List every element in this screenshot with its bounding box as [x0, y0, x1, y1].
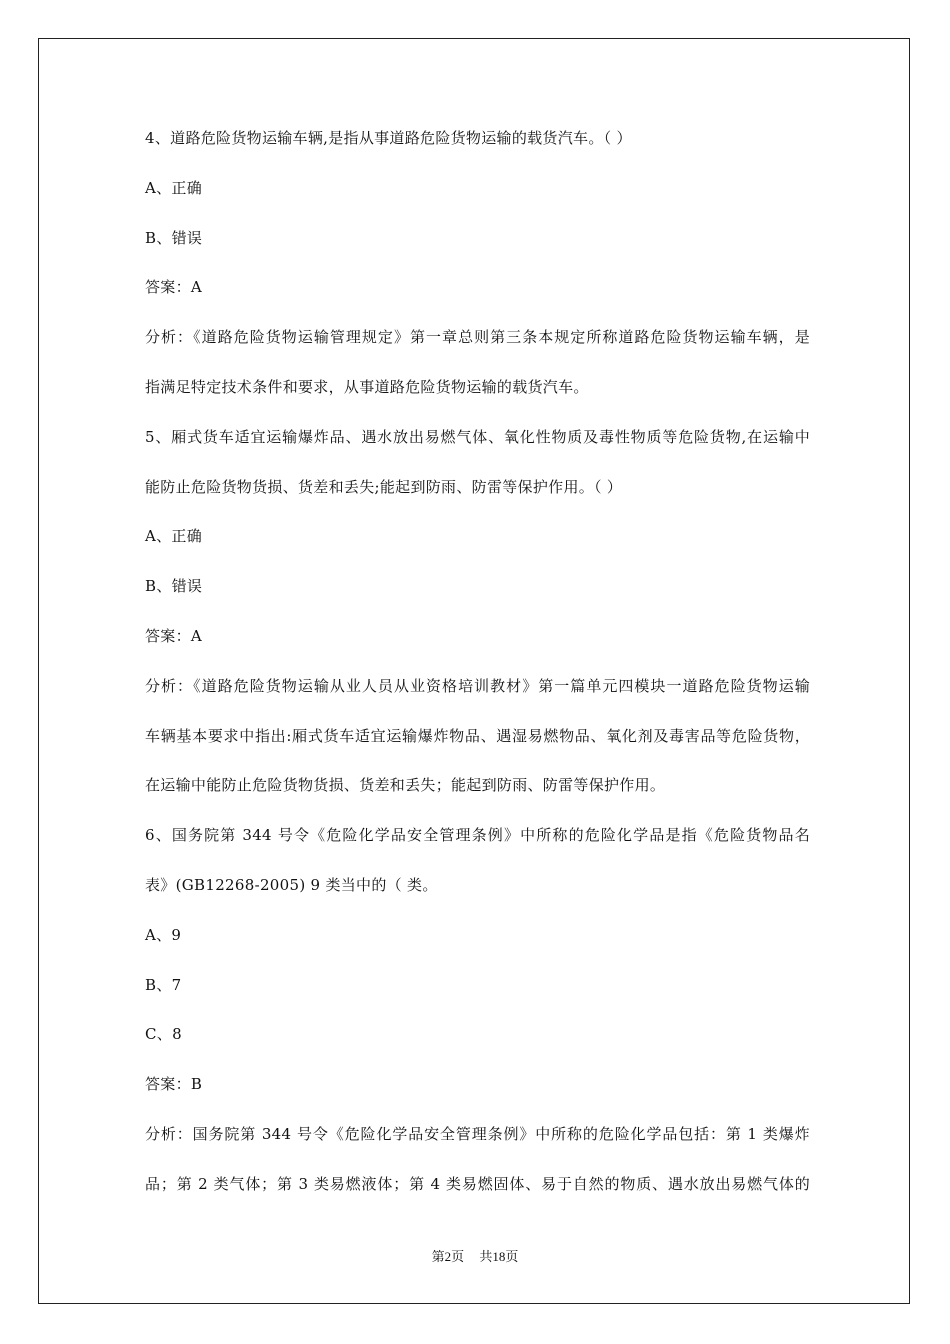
question-4-option-a: A、正确: [145, 178, 203, 197]
question-5-analysis-line-3: 在运输中能防止危险货物货损、货差和丢失；能起到防雨、防雷等保护作用。: [145, 776, 666, 795]
question-6-stem-line-1: 6、国务院第 344 号令《危险化学品安全管理条例》中所称的危险化学品是指《危险货物品名: [145, 826, 810, 845]
question-6-analysis-line-1: 分析：国务院第 344 号令《危险化学品安全管理条例》中所称的危险化学品包括：第 1 类爆炸: [145, 1124, 810, 1143]
question-6-analysis-line-2: 品；第 2 类气体；第 3 类易燃液体；第 4 类易燃固体、易于自然的物质、遇水放出易燃气体的: [145, 1174, 810, 1193]
question-4-analysis-line-1: 分析：《道路危险货物运输管理规定》第一章总则第三条本规定所称道路危险货物运输车辆，是: [145, 328, 810, 347]
question-5-analysis-line-2: 车辆基本要求中指出:厢式货车适宜运输爆炸物品、遇湿易燃物品、氧化剂及毒害品等危险货物，: [145, 726, 810, 745]
question-6-answer: 答案：B: [145, 1075, 203, 1094]
question-4-analysis-line-2: 指满足特定技术条件和要求，从事道路危险货物运输的载货汽车。: [145, 377, 589, 396]
question-5-option-a: A、正确: [145, 527, 203, 546]
question-6-option-a: A、9: [145, 925, 182, 944]
question-5-stem-line-2: 能防止危险货物货损、货差和丢失;能起到防雨、防雷等保护作用。（ ）: [145, 477, 623, 496]
question-6-option-b: B、7: [145, 975, 182, 994]
question-5-option-b: B、错误: [145, 577, 203, 596]
page-footer: [0, 1246, 950, 1265]
question-4-answer: 答案：A: [145, 278, 203, 297]
page-total: 共18页: [479, 1249, 519, 1264]
question-5-answer: 答案：A: [145, 626, 203, 645]
question-4-option-b: B、错误: [145, 228, 203, 247]
document-body: [145, 126, 810, 1222]
question-6-stem-line-2: 表》(GB12268-2005) 9 类当中的（ 类。: [145, 875, 438, 894]
question-5-stem-line-1: 5、厢式货车适宜运输爆炸品、遇水放出易燃气体、氧化性物质及毒性物质等危险货物,在运输中: [145, 427, 810, 446]
question-4-stem: 4、道路危险货物运输车辆,是指从事道路危险货物运输的载货汽车。（ ）: [145, 129, 632, 147]
page-number: 第2页: [431, 1249, 465, 1264]
question-5-analysis-line-1: 分析：《道路危险货物运输从业人员从业资格培训教材》第一篇单元四模块一道路危险货物运输: [145, 676, 810, 695]
question-6-option-c: C、8: [145, 1025, 182, 1044]
